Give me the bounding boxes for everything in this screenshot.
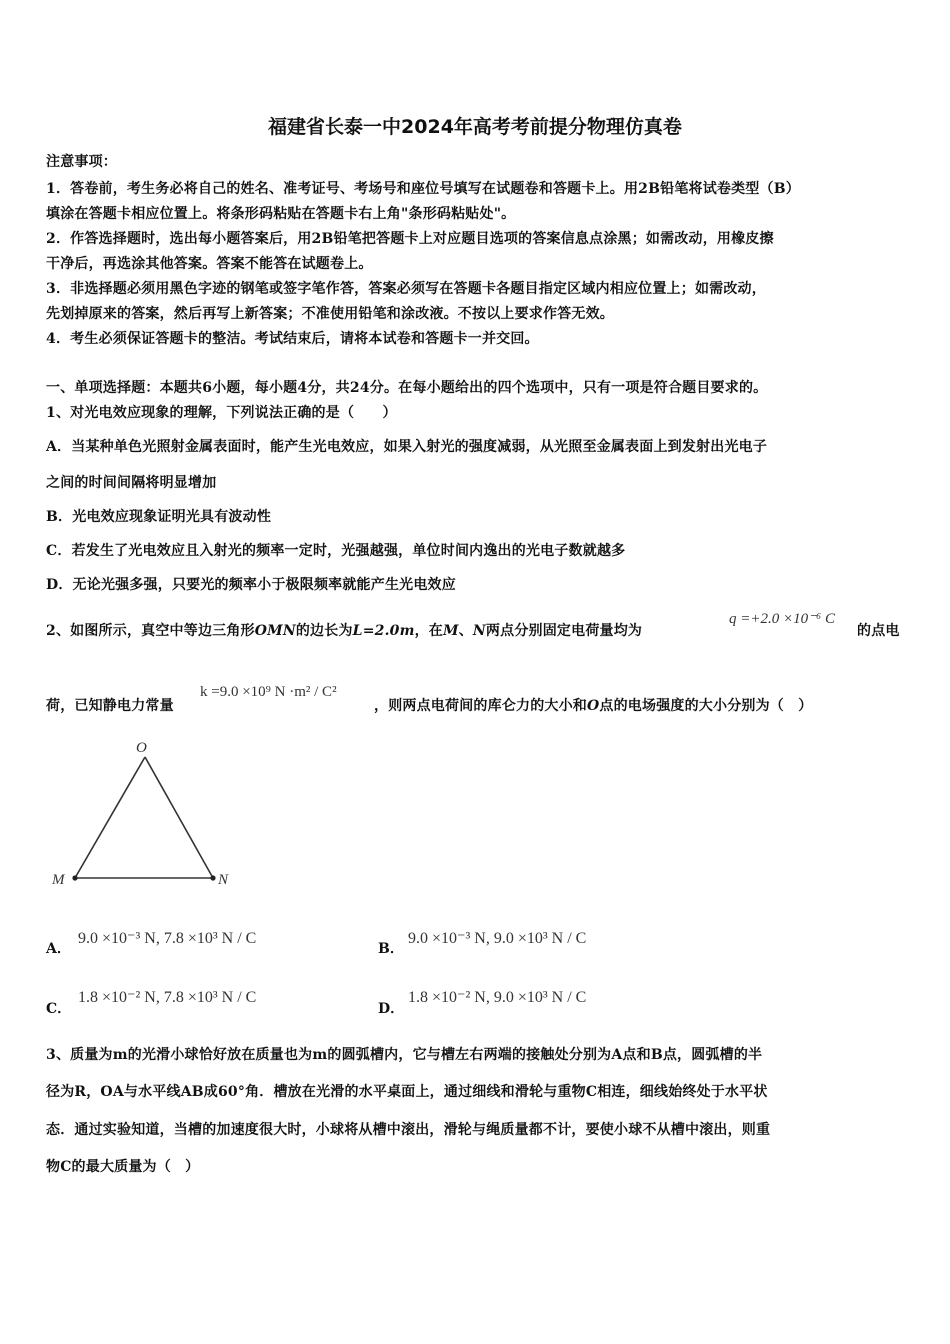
notice-item-3b: 先划掉原来的答案，然后再写上新答案；不准使用铅笔和涂改液。不按以上要求作答无效。 (46, 306, 614, 322)
q2-text-e: 两点分别固定电荷量均为 (485, 623, 643, 639)
label-o: O (136, 740, 147, 756)
q3-line4: 物C的最大质量为（ ） (46, 1159, 200, 1175)
label-n: N (218, 872, 229, 888)
q2-n: N (472, 623, 486, 639)
q2-text-line2b: ，则两点电荷间的库仑力的大小和 (374, 698, 587, 714)
q2-option-d-label: D． (378, 1001, 405, 1017)
q2-stem-line2 (374, 695, 812, 715)
q1-option-a-line1: A．当某种单色光照射金属表面时，能产生光电效应，如果入射光的强度减弱，从光照至金属表面上到发射出光电子 (46, 439, 768, 455)
q3-line2: 径为R，OA与水平线AB成60°角．槽放在光滑的水平桌面上，通过细线和滑轮与重物C相连，细线始终处于水平状 (46, 1084, 768, 1100)
q1-stem: 1、对光电效应现象的理解，下列说法正确的是（ ） (46, 405, 397, 421)
notice-item-1a: 1．答卷前，考生务必将自己的姓名、准考证号、考场号和座位号填写在试题卷和答题卡上。用2B铅笔将试卷类型（B） (46, 181, 800, 197)
q1-option-a-line2: 之间的时间间隔将明显增加 (46, 475, 217, 491)
q3-line1: 3、质量为m的光滑小球恰好放在质量也为m的圆弧槽内，它与槽左右两端的接触处分别为A点和B点，圆弧槽的半 (46, 1047, 763, 1063)
q2-stem-line1 (46, 620, 642, 640)
q2-option-c-value: 1.8 ×10⁻² N, 7.8 ×10³ N / C (78, 989, 257, 1006)
q2-k-formula: k =9.0 ×10⁹ N ·m² / C² (200, 684, 337, 700)
notice-heading: 注意事项： (46, 154, 117, 170)
q2-text-line2a: 荷，已知静电力常量 (46, 698, 174, 714)
q2-option-a-value: 9.0 ×10⁻³ N, 7.8 ×10³ N / C (78, 930, 257, 947)
notice-item-1b: 填涂在答题卡相应位置上。将条形码粘贴在答题卡右上角"条形码粘贴处"。 (46, 206, 516, 222)
point-m (72, 875, 77, 880)
q2-option-b-value: 9.0 ×10⁻³ N, 9.0 ×10³ N / C (408, 930, 587, 947)
notice-item-4: 4．考生必须保证答题卡的整洁。考试结束后，请将本试卷和答题卡一并交回。 (46, 331, 539, 347)
q2-length: L=2.0m (352, 623, 415, 639)
q2-m: M (443, 623, 459, 639)
page-title: 福建省长泰一中2024年高考考前提分物理仿真卷 (268, 116, 682, 138)
q2-text-a: 2、如图所示，真空中等边三角形 (46, 623, 255, 639)
point-n (210, 875, 215, 880)
q2-text-line2c: 点的电场强度的大小分别为（ ） (599, 698, 813, 714)
q2-text-d: 、 (458, 623, 473, 639)
notice-item-2b: 干净后，再选涂其他答案。答案不能答在试题卷上。 (46, 256, 373, 272)
q2-charge-formula: q =+2.0 ×10⁻⁶ C (729, 611, 836, 627)
notice-item-2a: 2．作答选择题时，选出每小题答案后，用2B铅笔把答题卡上对应题目选项的答案信息点涂黑；如需改动，用橡皮擦 (46, 231, 774, 247)
notice-item-3a: 3．非选择题必须用黑色字迹的钢笔或签字笔作答，答案必须写在答题卡各题目指定区域内相应位置上；如需改动， (46, 281, 766, 297)
q2-option-a-label: A． (46, 941, 71, 957)
q2-option-b-label: B． (378, 941, 404, 957)
q3-line3: 态．通过实验知道，当槽的加速度很大时，小球将从槽中滚出，滑轮与绳质量都不计，要使小球不从槽中滚出，则重 (46, 1122, 771, 1138)
q2-option-c-label: C． (46, 1001, 72, 1017)
q2-text-b: 的边长为 (295, 623, 353, 639)
q1-option-c: C．若发生了光电效应且入射光的频率一定时，光强越强，单位时间内逸出的光电子数就越多 (46, 543, 626, 559)
q2-text-f: 的点电 (857, 623, 900, 639)
q2-omn: OMN (254, 623, 296, 639)
q2-option-d-value: 1.8 ×10⁻² N, 9.0 ×10³ N / C (408, 989, 587, 1006)
section-heading: 一、单项选择题：本题共6小题，每小题4分，共24分。在每小题给出的四个选项中，只有一项是符合题目要求的。 (46, 380, 768, 396)
q2-text-c: ，在 (414, 623, 444, 639)
triangle-figure (46, 735, 246, 895)
label-m: M (52, 872, 65, 888)
side-om (75, 757, 145, 878)
q2-o: O (587, 698, 600, 714)
q1-option-b: B．光电效应现象证明光具有波动性 (46, 509, 272, 525)
side-on (145, 757, 213, 878)
q1-option-d: D．无论光强多强，只要光的频率小于极限频率就能产生光电效应 (46, 577, 456, 593)
